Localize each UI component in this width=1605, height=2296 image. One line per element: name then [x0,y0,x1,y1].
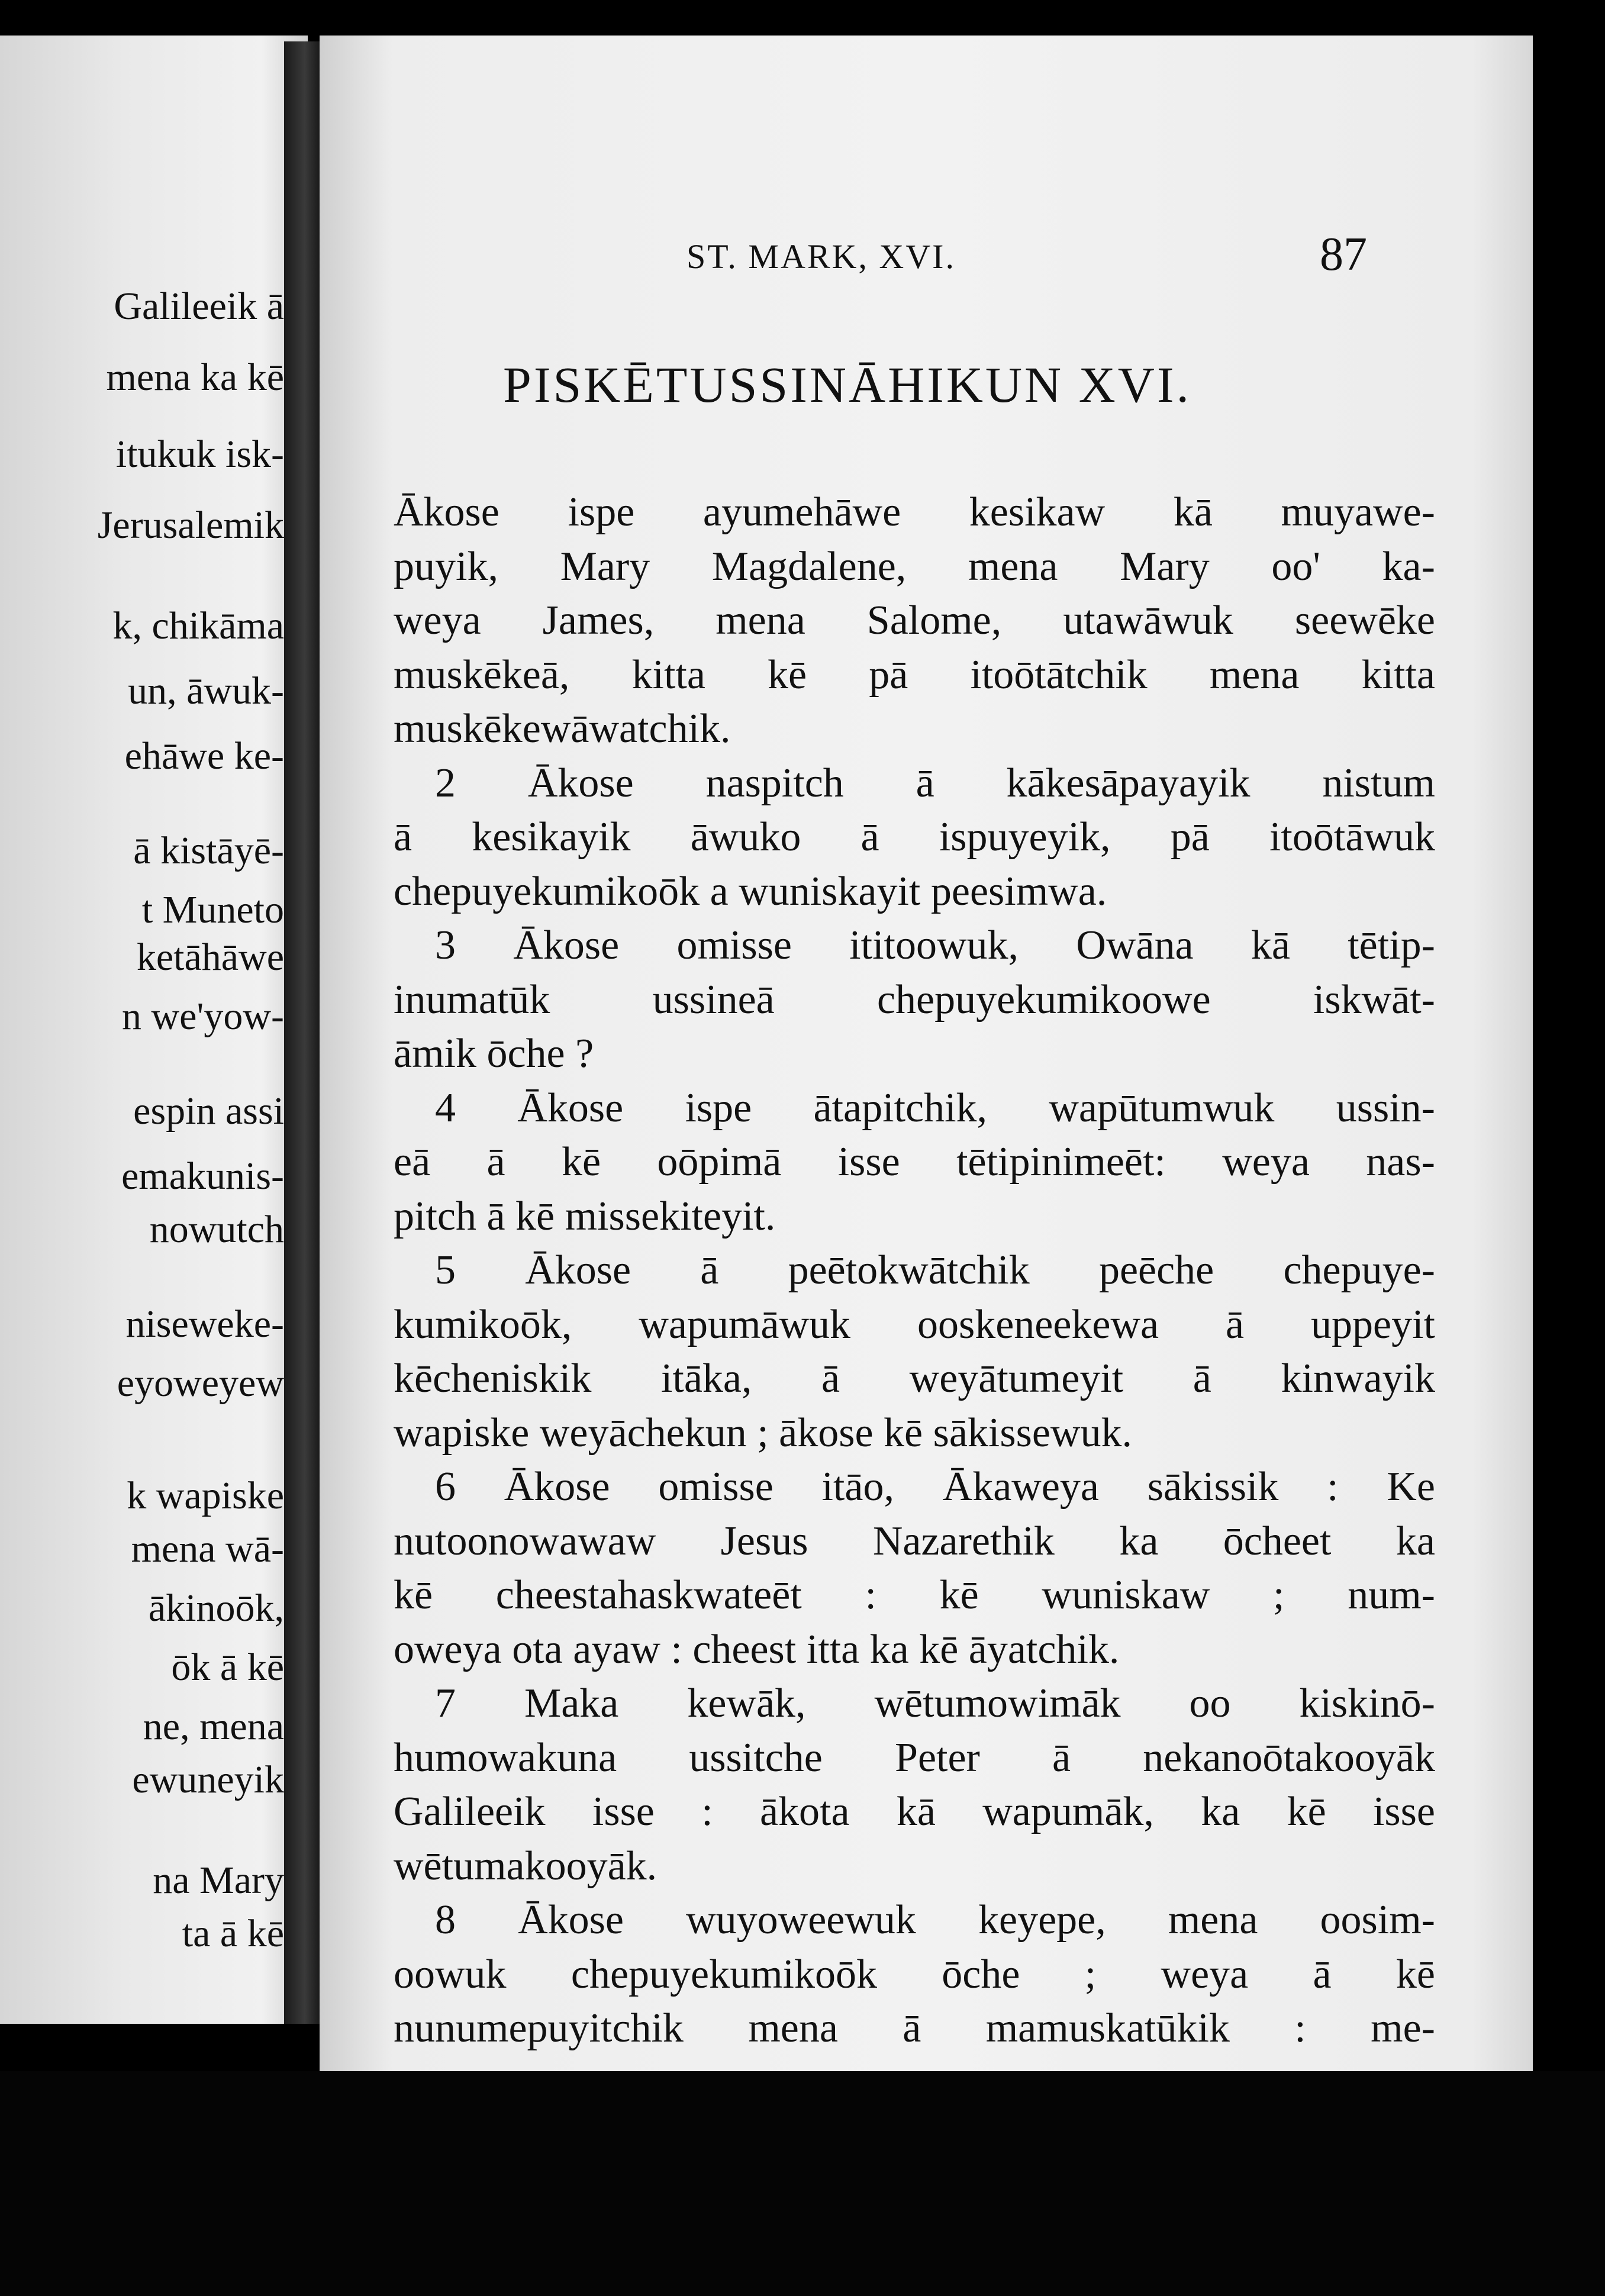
word: ooskeneekewa [917,1301,1159,1347]
word: omisse [658,1464,774,1510]
word: keyepe, [978,1897,1106,1943]
word: kā [896,1789,936,1834]
word: ā [1052,1734,1071,1781]
word: me- [1371,2005,1435,2051]
left-page-line: ta ā kē [182,1912,284,1955]
word: peēche [1098,1247,1214,1293]
verse-start-line [394,756,1435,811]
word: kē [561,1139,601,1185]
left-page-line: Jerusalemik [97,504,284,547]
word: ispuyeyik, [939,814,1111,860]
left-page-line: emakunis- [121,1155,284,1198]
word: Ākose [527,760,634,806]
left-page-line: niseweke- [125,1302,284,1346]
word: kiskinō- [1299,1681,1435,1726]
text-line-content: āmik ōche ? [394,1031,594,1076]
word: mena [1168,1897,1258,1943]
word: : [865,1572,876,1618]
word: weya [1222,1139,1310,1185]
text-line [394,810,1435,865]
word: Nazarethik [872,1518,1055,1564]
word: 4 [435,1085,456,1131]
word: isse [1372,1789,1435,1834]
word: mena [1209,652,1300,698]
verse-start-line [394,1243,1435,1298]
word: wapumāwuk [639,1301,851,1347]
word: tētip- [1348,923,1435,968]
word: : [1294,2005,1306,2051]
word: kā [1173,489,1213,535]
word: Ākose [394,489,499,535]
word: sākissik [1147,1464,1279,1510]
text-line [394,1785,1435,1839]
text-line [394,1027,1435,1081]
word: nunumepuyitchik [394,2005,684,2051]
word: ka [1119,1518,1159,1564]
word: kē [1287,1789,1326,1834]
word: ispe [568,489,635,535]
word: pā [1170,814,1210,860]
text-line [394,702,1435,756]
left-page-line: nowutch [149,1208,284,1251]
word: Galileeik [394,1789,546,1834]
word: mamuskatūkik [985,2005,1230,2051]
verse-start-line [394,1893,1435,1947]
word: oosim- [1320,1897,1435,1943]
word: ōcheet [1223,1518,1332,1564]
word: 7 [435,1681,456,1726]
text-line-content: oweya ota ayaw : cheest itta ka kē āyatchik. [394,1626,1120,1672]
word: kitta [631,652,705,698]
text-line [394,648,1435,702]
word: ussin- [1336,1085,1435,1131]
verse-start-line [394,1081,1435,1136]
left-page [0,36,308,2024]
text-line [394,594,1435,648]
word: ā [916,760,934,806]
word: weya [1161,1951,1249,1997]
running-head: ST. MARK, XVI. [687,237,956,276]
word: ussineā [652,976,775,1023]
word: itoōtāwuk [1269,814,1435,860]
word: 2 [435,760,456,806]
word: 3 [435,923,456,968]
left-page-line: un, āwuk- [128,669,284,712]
word: itāo, [821,1464,894,1510]
word: ā [1313,1951,1332,1997]
word: nekanoōtakooyāk [1143,1734,1435,1781]
word: Salome, [866,598,1002,643]
word: nutoonowawaw [394,1518,656,1564]
word: puyik, [394,543,498,589]
word: kē [1395,1951,1435,1997]
word: ā [821,1356,840,1401]
word: cheestahaskwateēt [495,1572,802,1618]
word: 5 [435,1247,456,1293]
verse-start-line [394,1676,1435,1731]
text-line-content: wapiske weyāchekun ; ākose kē sākissewuk. [394,1410,1132,1456]
word: ussitche [689,1734,823,1781]
word: oo [1189,1681,1231,1726]
word: weya [394,598,481,643]
word: kēcheniskik [394,1356,592,1401]
word: wuniskaw [1042,1572,1210,1618]
word: ōche [942,1951,1020,1997]
word: wapūtumwuk [1049,1085,1275,1131]
text-line [394,1623,1435,1677]
left-page-line: espin assi [133,1089,284,1133]
word: oowuk [394,1951,507,1997]
text-line [394,1568,1435,1623]
word: iskwāt- [1313,976,1435,1023]
word: itoōtātchik [970,652,1148,698]
text-line-content: chepuyekumikoōk a wuniskayit peesimwa. [394,868,1107,914]
word: 8 [435,1897,456,1943]
left-page-line: ne, mena [143,1705,284,1748]
word: wētumowimāk [874,1681,1121,1726]
word: wuyoweewuk [686,1897,916,1943]
word: kē [768,652,807,698]
text-line-content: wētumakooyāk. [394,1843,658,1889]
left-page-line: mena ka kē [106,356,284,399]
word: āwuko [690,814,801,860]
word: num- [1348,1572,1435,1618]
word: peētokwātchik [788,1247,1030,1293]
word: kinwayik [1281,1356,1435,1401]
word: eā [394,1139,431,1185]
word: Ākose [504,1464,610,1510]
word: tētipinimeēt: [956,1139,1166,1185]
word: Maka [524,1681,619,1726]
left-page-line: ākinoōk, [148,1586,284,1630]
text-line [394,485,1435,540]
word: ā [700,1247,719,1293]
word: ā [1193,1356,1211,1401]
word: : [701,1789,713,1834]
word: inumatūk [394,976,550,1023]
text-line [394,1731,1435,1785]
left-page-line: ā kistāyē- [133,829,284,872]
chapter-text [394,485,1435,2056]
left-page-line: k wapiske [127,1474,284,1517]
word: kewāk, [687,1681,806,1726]
word: mena [716,598,805,643]
word: kesikaw [969,489,1106,535]
word: naspitch [705,760,844,806]
text-line [394,1947,1435,2002]
word: kē [939,1572,979,1618]
word: mena [748,2005,838,2051]
word: ispe [685,1085,752,1131]
text-line [394,1406,1435,1460]
word: kitta [1361,652,1435,698]
word: humowakuna [394,1734,617,1781]
text-line [394,973,1435,1027]
word: Owāna [1076,923,1194,968]
text-line [394,1298,1435,1352]
left-page-line: itukuk isk- [115,433,284,476]
word: uppeyit [1311,1301,1435,1347]
bottom-shadow [0,2071,1605,2296]
word: mena [968,543,1058,589]
word: ; [1084,1951,1097,1997]
left-page-line: ehāwe ke- [124,734,284,778]
word: chepuye- [1283,1247,1435,1293]
word: utawāwuk [1063,598,1233,643]
left-page-line: t Muneto [141,888,284,931]
word: oo' [1271,543,1320,589]
word: Peter [895,1734,980,1781]
word: ka [1395,1518,1435,1564]
word: muskēkeā, [394,652,570,698]
word: nistum [1322,760,1435,806]
text-line [394,1514,1435,1569]
text-line-content: muskēkewāwatchik. [394,706,731,752]
word: ātapitchik, [813,1085,988,1131]
word: ayumehāwe [702,489,901,535]
word: isse [592,1789,655,1834]
word: nas- [1366,1139,1435,1185]
left-page-line: k, chikāma [112,604,284,647]
word: Ākaweya [942,1464,1099,1510]
word: weyātumeyit [909,1356,1124,1401]
word: chepuyekumikoowe [876,976,1211,1023]
chapter-heading: PISKĒTUSSINĀHIKUN XVI. [503,356,1191,413]
verse-start-line [394,918,1435,973]
word: Ākose [518,1897,624,1943]
word: itāka, [660,1356,752,1401]
left-page-line: mena wā- [131,1527,284,1571]
word: oōpimā [657,1139,782,1185]
word: Ākose [513,923,620,968]
left-page-line: ewuneyik [132,1758,284,1801]
word: James, [542,598,655,643]
word: ā [486,1139,505,1185]
word: 6 [435,1464,456,1510]
word: omisse [676,923,792,968]
text-line [394,1352,1435,1406]
word: ā [860,814,879,860]
left-page-line: eyoweyew [117,1362,284,1405]
word: kē [394,1572,433,1618]
left-page-line: ketāhāwe [136,936,284,979]
word: ititoowuk, [849,923,1019,968]
word: muyawe- [1281,489,1435,535]
word: seewēke [1294,598,1435,643]
left-page-line: ōk ā kē [171,1646,284,1689]
word: wapumāk, [982,1789,1154,1834]
text-line [394,540,1435,594]
left-page-line: Galileeik ā [114,285,284,328]
left-page-line: n we'yow- [122,995,284,1038]
word: : [1327,1464,1339,1510]
word: isse [837,1139,900,1185]
text-line-content: pitch ā kē missekiteyit. [394,1193,776,1239]
text-line [394,1135,1435,1189]
word: ā [394,814,412,860]
word: ā [1226,1301,1245,1347]
text-line [394,1189,1435,1244]
word: ākota [759,1789,850,1834]
word: ka [1201,1789,1240,1834]
verse-start-line [394,1460,1435,1514]
word: pā [869,652,908,698]
left-page-line: na Mary [153,1859,284,1902]
word: kā [1251,923,1290,968]
word: Ākose [517,1085,624,1131]
word: ; [1273,1572,1285,1618]
text-line [394,865,1435,919]
word: Jesus [720,1518,808,1564]
word: chepuyekumikoōk [571,1951,877,1997]
word: kākesāpayayik [1006,760,1251,806]
page-number: 87 [1320,228,1367,280]
word: ā [903,2005,921,2051]
right-page [320,36,1533,2071]
word: Ke [1387,1464,1435,1510]
word: ka- [1382,543,1435,589]
text-line [394,2001,1435,2056]
word: Mary [1120,543,1210,589]
word: Mary [560,543,650,589]
word: kesikayik [472,814,631,860]
word: Magdalene, [711,543,907,589]
word: kumikoōk, [394,1301,572,1347]
text-line [394,1839,1435,1894]
word: Ākose [525,1247,631,1293]
